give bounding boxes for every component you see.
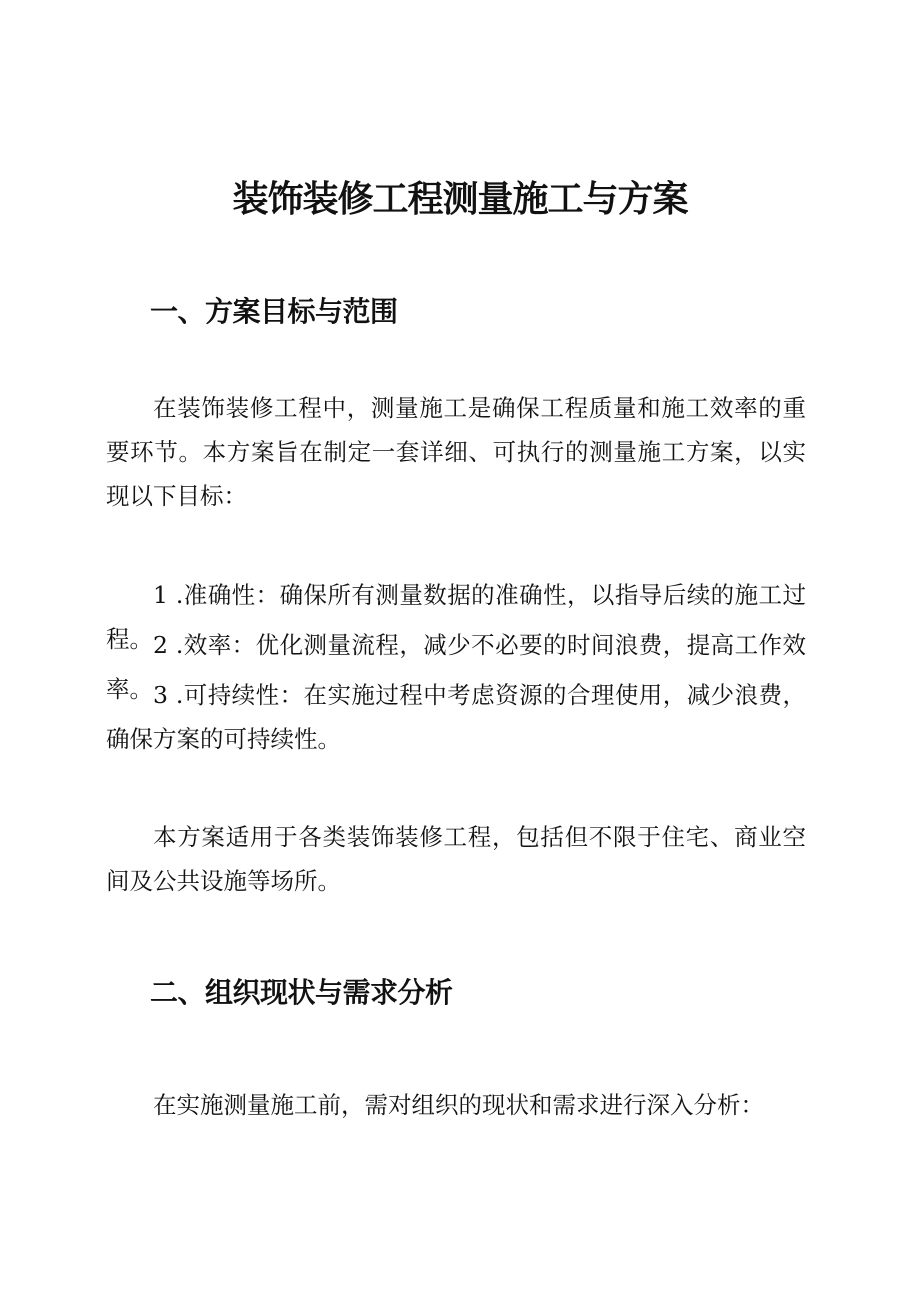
section-heading-goals-scope: 一、方案目标与范围 [150,295,398,328]
goal-item-efficiency: 2 .效率：优化测量流程，减少不必要的时间浪费，提高工作效率。 [106,631,806,703]
goal-item-sustainability: 3 .可持续性：在实施过程中考虑资源的合理使用，减少浪费，确保方案的可持续性。 [106,681,806,753]
section-heading-status-analysis: 二、组织现状与需求分析 [150,976,453,1009]
scope-paragraph: 本方案适用于各类装饰装修工程，包括但不限于住宅、商业空间及公共设施等场所。 [106,823,806,895]
section-intro-paragraph: 在装饰装修工程中，测量施工是确保工程质量和施工效率的重要环节。本方案旨在制定一套详细、可执行的测量施工方案，以实现以下目标： [106,394,806,510]
analysis-intro-paragraph: 在实施测量施工前，需对组织的现状和需求进行深入分析： [153,1091,764,1119]
goal-item-accuracy: 1 .准确性：确保所有测量数据的准确性，以指导后续的施工过程。 [106,581,806,653]
document-title: 装饰装修工程测量施工与方案 [232,179,688,220]
